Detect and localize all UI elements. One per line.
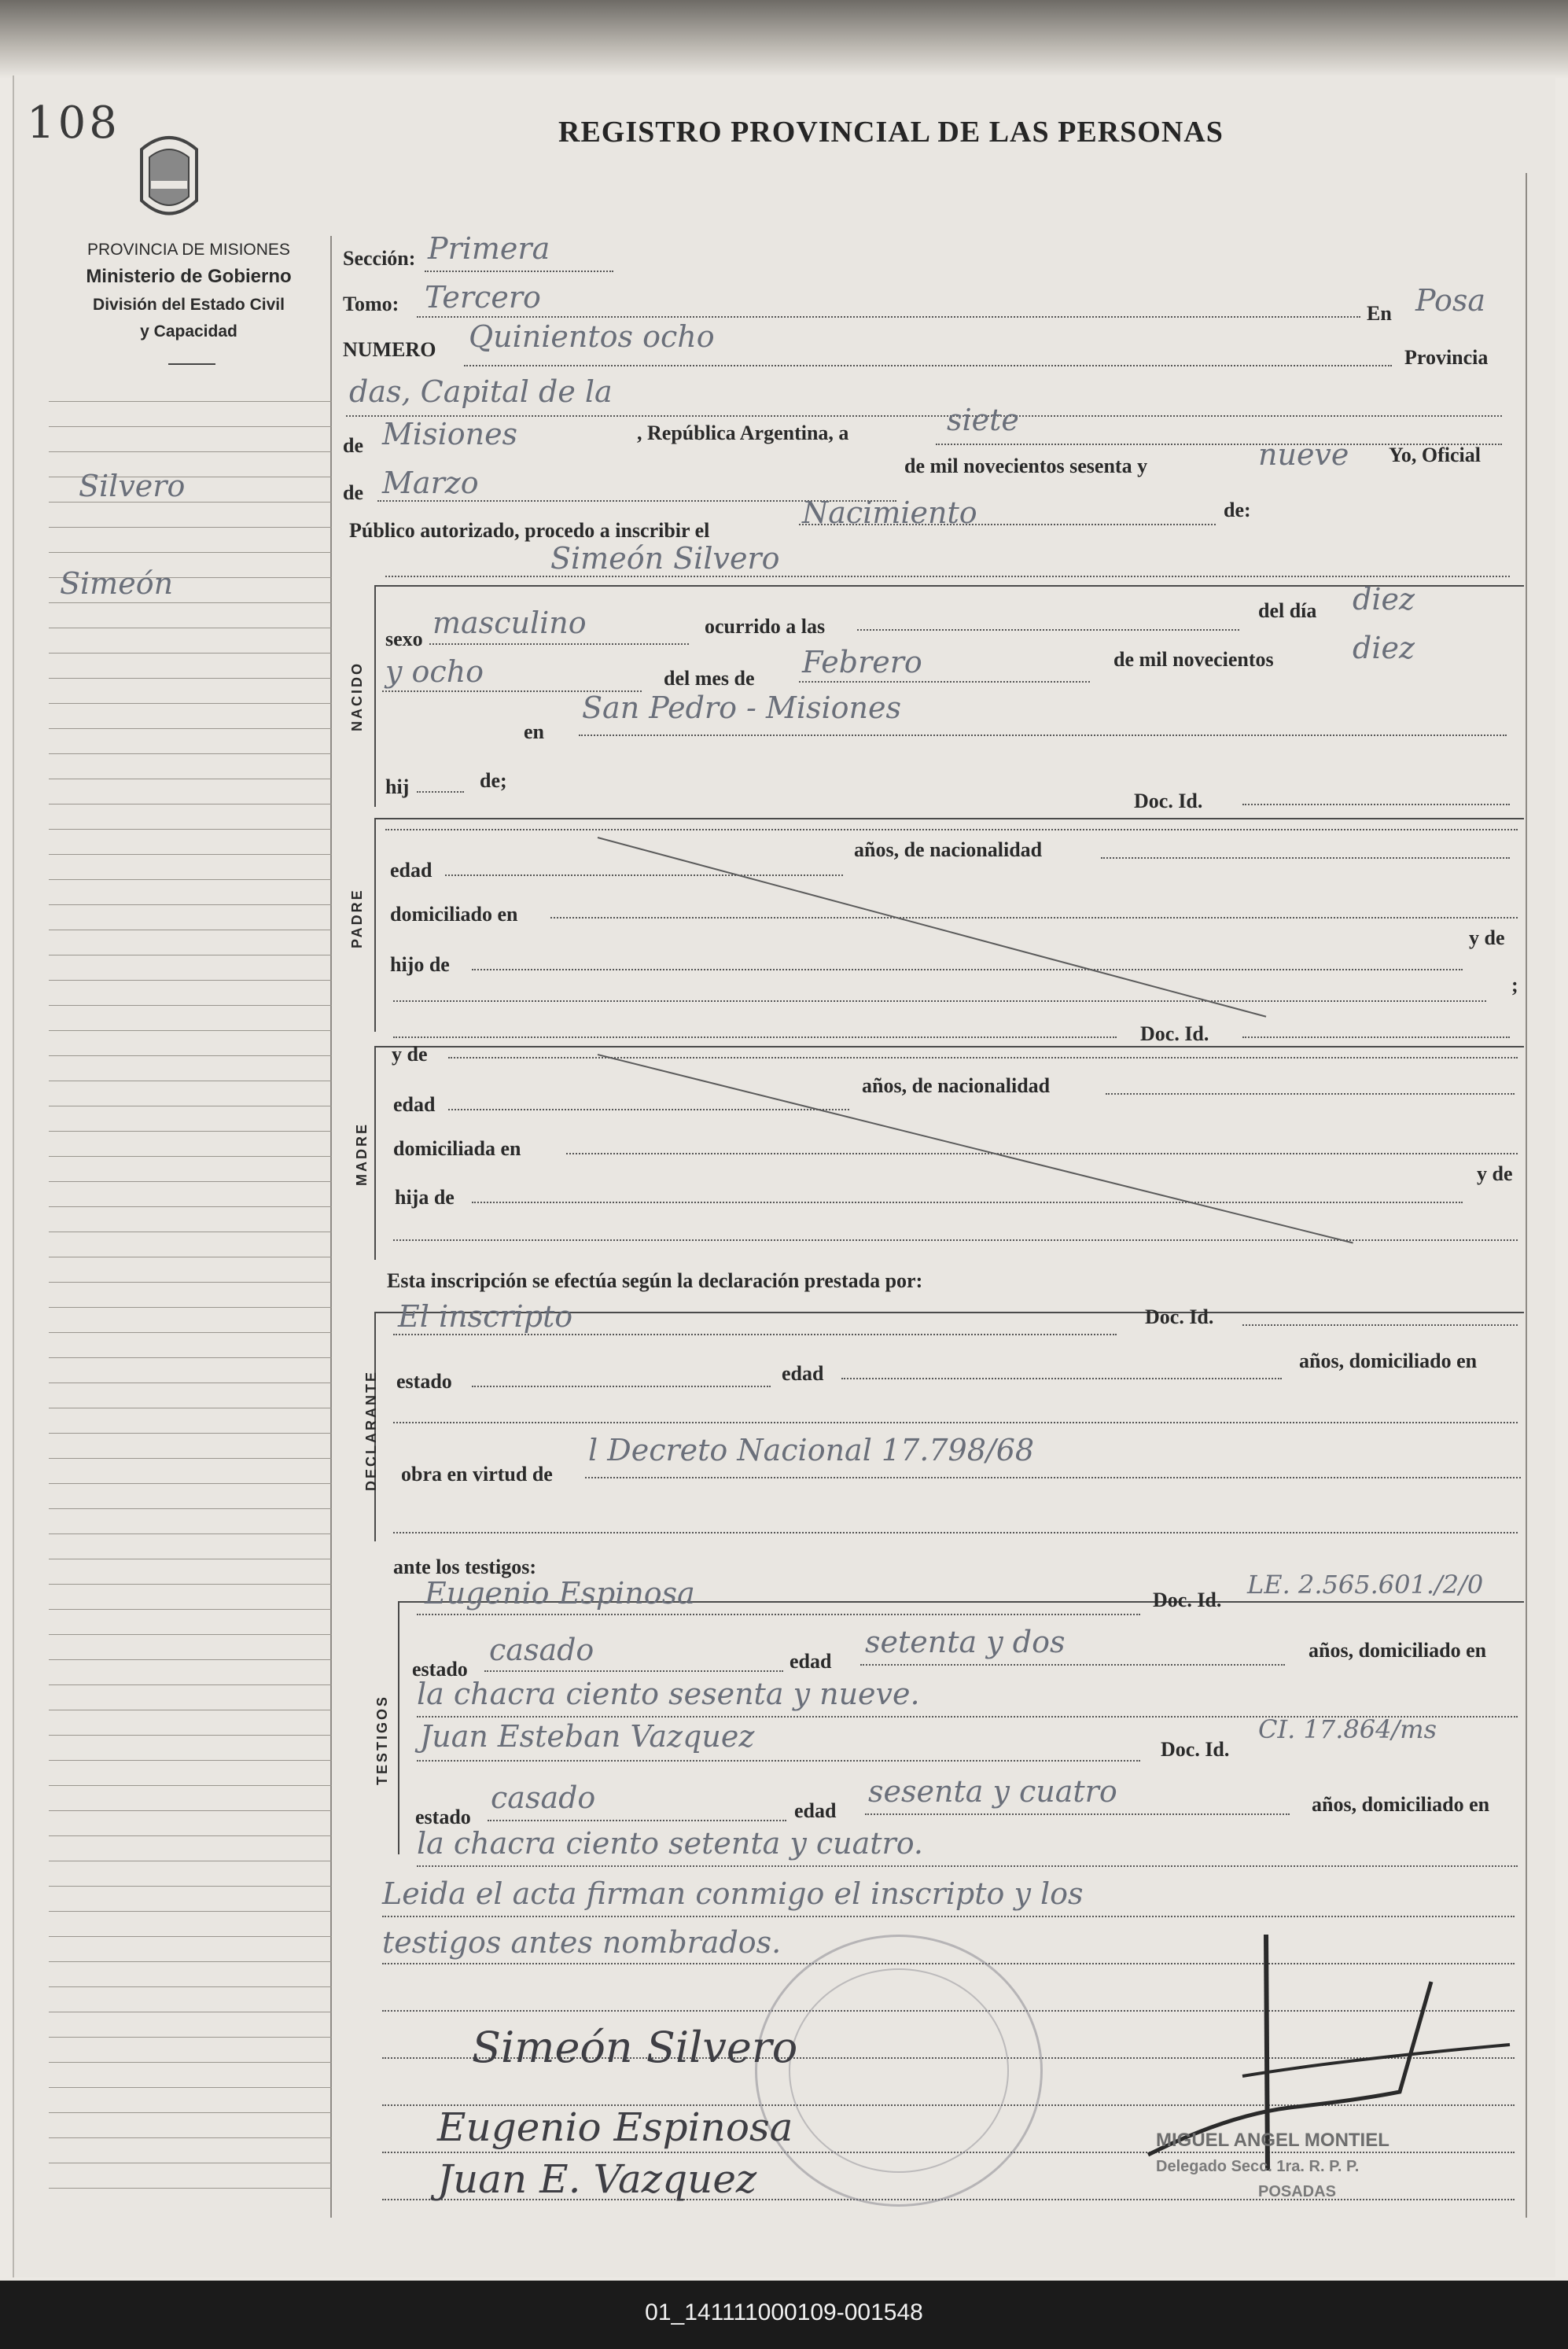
padre-docid-line xyxy=(1242,1036,1510,1038)
padre-name-line xyxy=(385,829,1518,830)
margin-rule xyxy=(49,1030,332,1031)
padre-side-label: PADRE xyxy=(349,888,365,948)
margin-rule xyxy=(49,980,332,981)
signature-witness-2: Juan E. Vazquez xyxy=(437,2156,757,2202)
margin-given-name: Simeón xyxy=(60,566,174,601)
publico-label: Público autorizado, procedo a inscribir el xyxy=(349,519,710,542)
name-line xyxy=(385,576,1510,577)
margin-rule xyxy=(49,1634,332,1635)
ocurrido-label: ocurrido a las xyxy=(705,615,826,638)
birth-place-line xyxy=(579,735,1507,736)
testigo2-estado: casado xyxy=(491,1780,596,1815)
margin-rule xyxy=(49,1131,332,1132)
city-value: das, Capital de la xyxy=(349,374,613,409)
numero-line xyxy=(464,365,1392,366)
margin-rule xyxy=(49,904,332,905)
birth-day-value-2: y ocho xyxy=(385,654,484,689)
delmes-label: del mes de xyxy=(664,667,755,690)
milnov-label: de mil novecientos xyxy=(1113,648,1274,671)
acto-value: Nacimiento xyxy=(802,495,977,530)
numero-value: Quinientos ocho xyxy=(469,319,715,354)
testigo1-edad-label: edad xyxy=(790,1650,832,1673)
en-label: En xyxy=(1367,302,1392,325)
testigo1-edad: setenta y dos xyxy=(865,1625,1066,1659)
tomo-line xyxy=(417,316,1360,318)
margin-rule xyxy=(49,401,332,402)
margin-rule xyxy=(49,2037,332,2038)
closing-line-2: testigos antes nombrados. xyxy=(382,1925,782,1960)
margin-rule xyxy=(49,2137,332,2138)
margin-rule xyxy=(49,451,332,452)
margin-rule xyxy=(49,1307,332,1308)
testigo1-estado-label: estado xyxy=(412,1658,468,1681)
oficial-label: Yo, Oficial xyxy=(1389,444,1481,466)
image-id-footer xyxy=(0,2281,1568,2349)
right-border xyxy=(1526,173,1527,2218)
padre-anos-label: años, de nacionalidad xyxy=(854,838,1043,861)
declarante-dom-line xyxy=(393,1422,1518,1423)
birth-en-label: en xyxy=(524,720,544,743)
testigos-side-label: TESTIGOS xyxy=(374,1694,390,1785)
closing-line-1: Leida el acta firman conmigo el inscripto y los xyxy=(382,1876,1084,1911)
image-id-text: 01_141111000109-001548 xyxy=(645,2299,923,2325)
margin-divider xyxy=(330,236,332,2218)
margin-rule xyxy=(49,1936,332,1937)
margin-rule xyxy=(49,1785,332,1786)
margin-rule xyxy=(49,2062,332,2063)
testigo1-edad-line xyxy=(860,1664,1285,1666)
testigo1-dom: la chacra ciento sesenta y nueve. xyxy=(417,1677,920,1711)
margin-rule xyxy=(49,1332,332,1333)
padre-madre-line xyxy=(393,1000,1486,1002)
margin-rule xyxy=(49,1357,332,1358)
margin-rule xyxy=(49,829,332,830)
madre-domic-line xyxy=(566,1153,1518,1154)
declarante-obra-label: obra en virtud de xyxy=(401,1463,553,1486)
city-line xyxy=(346,415,1502,417)
margin-rule xyxy=(49,1835,332,1836)
declarante-name: El inscripto xyxy=(398,1299,573,1334)
testigo2-edad-line xyxy=(865,1813,1290,1815)
declarante-docid-line xyxy=(1242,1324,1518,1326)
margin-rule xyxy=(49,728,332,729)
page-title: REGISTRO PROVINCIAL DE LAS PERSONAS xyxy=(558,116,1224,149)
padre-semicolon: ; xyxy=(1511,974,1518,996)
margin-rule xyxy=(49,1206,332,1207)
testigo1-estado: casado xyxy=(489,1633,594,1667)
margin-rule xyxy=(49,552,332,553)
signature-witness-1: Eugenio Espinosa xyxy=(437,2104,793,2150)
testigo2-dom: la chacra ciento setenta y cuatro. xyxy=(417,1826,924,1861)
testigo2-docid-label: Doc. Id. xyxy=(1161,1738,1230,1761)
madre-hija-label: hija de xyxy=(395,1186,455,1209)
nacido-docid-line xyxy=(1242,804,1510,805)
sexo-value: masculino xyxy=(432,606,587,640)
division-heading: División del Estado Civil xyxy=(93,296,285,314)
madre-domic-label: domiciliada en xyxy=(393,1137,521,1160)
margin-rule xyxy=(49,2112,332,2113)
declarante-section xyxy=(374,1312,1524,1541)
testigo1-name-line xyxy=(417,1614,1140,1615)
testigo2-estado-line xyxy=(488,1820,786,1821)
republica-label: , República Argentina, a xyxy=(637,422,849,444)
declarante-intro: Esta inscripción se efectúa según la declaración prestada por: xyxy=(387,1269,923,1292)
margin-rule xyxy=(49,1911,332,1912)
testigo2-name: Juan Esteban Vazquez xyxy=(420,1719,755,1754)
province-heading: PROVINCIA DE MISIONES xyxy=(87,241,290,259)
hour-line xyxy=(857,629,1239,631)
declarante-estado-label: estado xyxy=(396,1370,452,1393)
year-value: nueve xyxy=(1258,437,1349,472)
declarante-obra-line xyxy=(585,1477,1521,1478)
margin-rule xyxy=(49,1684,332,1685)
padre-hijo-label: hijo de xyxy=(390,953,450,976)
closing-line-1-rule xyxy=(382,1916,1515,1917)
madre-edad-label: edad xyxy=(393,1093,436,1116)
declarante-name-line xyxy=(393,1334,1117,1335)
month-value: Marzo xyxy=(382,466,479,500)
day-value: siete xyxy=(947,403,1019,437)
signature-registrant: Simeón Silvero xyxy=(472,2023,798,2072)
margin-rule xyxy=(49,653,332,654)
padre-edad-label: edad xyxy=(390,859,432,882)
padre-edad-line xyxy=(445,874,843,876)
margin-rule xyxy=(49,1760,332,1761)
margin-rule xyxy=(49,1181,332,1182)
folio-number: 108 xyxy=(27,98,120,149)
birth-place-value: San Pedro - Misiones xyxy=(582,690,902,725)
deldia-label: del día xyxy=(1258,599,1317,622)
testigo2-estado-label: estado xyxy=(415,1806,471,1828)
acto-line xyxy=(799,524,1216,525)
madre-side-label: MADRE xyxy=(354,1122,370,1186)
official-name: MIGUEL ANGEL MONTIEL xyxy=(1156,2130,1389,2151)
padre-domic-label: domiciliado en xyxy=(390,903,518,926)
prov-value: Misiones xyxy=(382,417,518,451)
madre-nac-line xyxy=(1106,1093,1515,1095)
nacido-docid-label: Doc. Id. xyxy=(1134,790,1203,812)
testigo1-name: Eugenio Espinosa xyxy=(425,1576,695,1611)
declarante-estado-line xyxy=(472,1386,771,1387)
margin-rule xyxy=(49,1483,332,1484)
seccion-label: Sección: xyxy=(343,247,416,270)
testigo2-dom-line xyxy=(417,1865,1518,1867)
sexo-line xyxy=(429,643,689,645)
madre-hija-line xyxy=(472,1202,1463,1203)
birth-day-value: diez xyxy=(1353,582,1415,617)
padre-nac-line xyxy=(1101,857,1510,859)
seccion-value: Primera xyxy=(428,231,550,266)
testigo1-docid-label: Doc. Id. xyxy=(1153,1589,1222,1611)
madre-anos-label: años, de nacionalidad xyxy=(862,1074,1051,1097)
official-city: POSADAS xyxy=(1258,2183,1336,2200)
padre-docid-label: Doc. Id. xyxy=(1140,1022,1209,1045)
ministry-heading: Ministerio de Gobierno xyxy=(86,266,292,287)
nacido-side-label: NACIDO xyxy=(349,661,365,731)
declarante-side-label: DECLARANTE xyxy=(363,1370,379,1491)
margin-rule xyxy=(49,527,332,528)
margin-rule xyxy=(49,1609,332,1610)
official-title: Delegado Secc. 1ra. R. P. P. xyxy=(1156,2158,1360,2175)
margin-rule xyxy=(49,1458,332,1459)
testigo1-doc-value: LE. 2.565.601./2/0 xyxy=(1247,1570,1484,1600)
margin-rule xyxy=(49,426,332,427)
division-heading-2: y Capacidad xyxy=(140,322,237,341)
padre-yde-label: y de xyxy=(1469,926,1505,949)
margin-rule xyxy=(49,678,332,679)
margin-rule xyxy=(49,1986,332,1987)
margin-rule xyxy=(49,879,332,880)
registered-name: Simeón Silvero xyxy=(550,541,780,576)
margin-rule xyxy=(49,703,332,704)
madre-yde2-label: y de xyxy=(1477,1162,1513,1185)
margin-rule xyxy=(49,753,332,754)
margin-rule xyxy=(49,854,332,855)
heading-rule xyxy=(168,363,215,365)
margin-rule xyxy=(49,1508,332,1509)
tomo-label: Tomo: xyxy=(343,293,399,315)
testigos-intro: ante los testigos: xyxy=(393,1556,536,1578)
margin-rule xyxy=(49,2087,332,2088)
margin-rule xyxy=(49,1005,332,1006)
provincial-seal-icon xyxy=(134,126,204,228)
declarante-obra-value: l Decreto Nacional 17.798/68 xyxy=(588,1433,1035,1467)
birth-month-line xyxy=(799,681,1090,683)
margin-rule xyxy=(49,1156,332,1157)
margin-rule xyxy=(49,1961,332,1962)
birth-year-value: diez xyxy=(1353,631,1415,665)
testigo2-edad: sesenta y cuatro xyxy=(868,1774,1117,1809)
tomo-value: Tercero xyxy=(425,280,541,315)
mil-label: de mil novecientos sesenta y xyxy=(904,455,1148,477)
margin-surname: Silvero xyxy=(79,469,186,503)
declarante-anos-label: años, domiciliado en xyxy=(1299,1349,1478,1372)
testigo2-edad-label: edad xyxy=(794,1799,837,1822)
padre-doc-line xyxy=(393,1036,1117,1038)
testigo2-name-line xyxy=(417,1760,1140,1762)
declarante-edad-label: edad xyxy=(782,1362,824,1385)
hij-label: hij xyxy=(385,775,410,798)
margin-rule xyxy=(49,1055,332,1056)
testigo1-estado-line xyxy=(484,1670,783,1672)
provincia-label: Provincia xyxy=(1404,346,1489,369)
official-stamp-icon xyxy=(755,1935,1043,2207)
sexo-label: sexo xyxy=(385,628,423,650)
testigo2-anos-label: años, domiciliado en xyxy=(1312,1793,1490,1816)
padre-hijo-line xyxy=(472,969,1463,970)
margin-rule xyxy=(49,2188,332,2189)
seccion-line xyxy=(425,271,613,272)
margin-rule xyxy=(49,1810,332,1811)
madre-yde-label: y de xyxy=(392,1043,428,1066)
declarante-docid-label: Doc. Id. xyxy=(1145,1305,1214,1328)
en-value: Posa xyxy=(1415,283,1486,318)
margin-rule xyxy=(49,1282,332,1283)
margin-rule xyxy=(49,1433,332,1434)
testigo2-doc-value: CI. 17.864/ms xyxy=(1258,1714,1437,1744)
margin-rule xyxy=(49,1886,332,1887)
de2-label: de xyxy=(343,481,363,504)
margin-rule xyxy=(49,1533,332,1534)
margin-rule xyxy=(49,602,332,603)
hij-de-label: de; xyxy=(480,769,507,792)
margin-rule xyxy=(49,1659,332,1660)
de3-label: de: xyxy=(1224,499,1251,521)
padre-domic-line xyxy=(550,917,1518,919)
numero-label: NUMERO xyxy=(343,338,436,361)
margin-rule xyxy=(49,1735,332,1736)
binding-shadow xyxy=(0,0,1568,79)
testigo1-anos-label: años, domiciliado en xyxy=(1309,1639,1487,1662)
margin-rule xyxy=(49,1584,332,1585)
hij-line xyxy=(417,791,464,793)
birth-month-value: Febrero xyxy=(802,645,922,679)
madre-edad-line xyxy=(448,1109,849,1110)
declarante-edad-line xyxy=(841,1378,1282,1379)
declarante-last-line xyxy=(393,1532,1518,1533)
de-label: de xyxy=(343,434,363,457)
